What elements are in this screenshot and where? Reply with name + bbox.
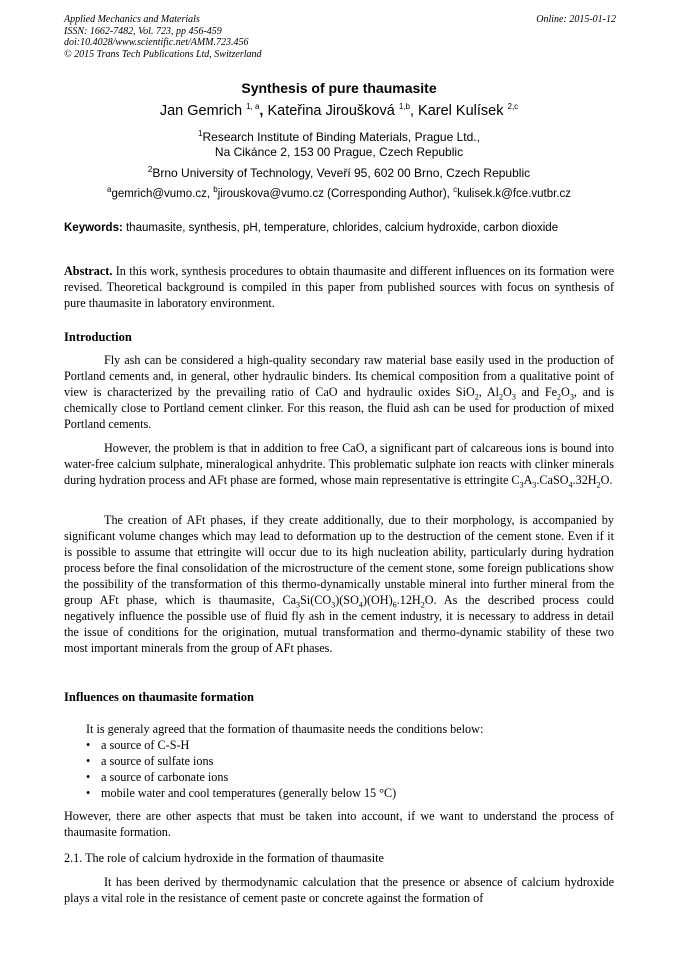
affiliation-1 [0,130,678,160]
list-item: • mobile water and cool temperatures (generally below 15 °C) [86,786,397,800]
affiliation-2 [0,166,678,181]
email-b[interactable]: jirouskova@vumo.cz (Corresponding Author), [217,188,454,200]
intro-paragraph-3: The creation of AFt phases, if they create additionally, due to their morphology, is accompanied by significant volume changes which may lead to deformation up to the destruction of the cement stone. Even if it is possible to assume that ettringite will occur due to its high nucleation ability, particularly during hydration process before the final consolidation of the microstructure of the cement stone, some foreign publications show the possibility of the transformation of this thermo-dynamically unstable mineral into further mineral from the group AFt phase, which is thaumasite, $Ca_3Si(CO_3)(SO_4)(OH)_6.12H_2O$. As the described process could negatively influence the possible use of fluid fly ash in the cement industry, it is necessary to address in detail the issue of conditions for the origination, mutual transformation and thermo-dynamic stability of these two most important minerals from the group of AFt phases. [64,513,614,655]
author-sup: 1,b [398,102,410,112]
abstract-label: Abstract. [64,264,113,278]
paper-title: Synthesis of pure thaumasite [241,80,437,96]
influences-after: However, there are other aspects that must be taken into account, if we want to understand the process of thaumasite formation. [64,809,614,839]
conditions-list [64,737,396,801]
aff-sup: 1 [198,129,203,138]
online-date: Online: 2015-01-12 [536,14,616,25]
email-sup: b [213,185,218,195]
intro-paragraph-2: However, the problem is that in addition to free CaO, a significant part of calcareous ions is bound into water-free calcium sulphate, mineralogical anhydrite. This problematic sulphate ion reacts with clinker minerals during hydration process and AFt phase are formed, whose main representative is ettringite $C_3A_3.CaSO_4.32H_2O$. [64,441,614,490]
section-2-1-heading: 2.1. The role of calcium hydroxide in the formation of thaumasite [64,851,384,865]
issn: ISSN: 1662-7482, Vol. 723, pp 456-459 [64,25,222,37]
introduction-heading: Introduction [64,330,132,344]
keywords-text: thaumasite, synthesis, pH, temperature, chlorides, calcium hydroxide, carbon dioxide [122,222,559,234]
aff-line: Brno University of Technology, Veveří 95, 602 00 Brno, Czech Republic [152,166,531,180]
intro-paragraph-1: Fly ash can be considered a high-quality secondary raw material base easily used in the production of Portland cements and, in general, other hydraulic binders. Its chemical composition from a qualitative point of view is characterized by the prevailing ratio of CaO and hydraulic oxides SiO$_2$, $Al_2O_3$ and $Fe_2O_3$, and is chemically close to Portland cement clinker. For this reason, the fluid ash can be used for production of mixed Portland cements. [64,353,614,431]
email-sup: c [453,185,458,195]
author-name: Kateřina Jiroušková [267,103,395,119]
influences-heading: Influences on thaumasite formation [64,690,254,704]
section-2-1-text: It has been derived by thermodynamic calculation that the presence or absence of calcium hydroxide plays a vital role in the resistance of cement paste or concrete against the formation of [64,875,614,905]
email-a[interactable]: gemrich@vumo.cz, [111,188,214,200]
author-sup: 2,c [507,102,519,112]
author-name: Karel Kulísek [418,103,504,119]
list-item: • a source of sulfate ions [86,754,214,768]
keywords [64,222,616,234]
author-sup: 1, a [246,102,260,112]
list-item: • a source of carbonate ions [86,770,229,784]
keywords-label: Keywords: [64,222,123,234]
aff-line: Research Institute of Binding Materials, Prague Ltd., [202,130,480,144]
author-name: Jan Gemrich [159,103,243,119]
aff-sup: 2 [147,165,153,174]
email-c[interactable]: kulisek.k@fce.vutbr.cz [457,188,572,200]
email-line [0,185,678,200]
journal-header [64,14,616,60]
influences-intro: It is generaly agreed that the formation of thaumasite needs the conditions below: [86,722,484,736]
aff-line: Na Cikánce 2, 153 00 Prague, Czech Republic [214,145,464,159]
doi: doi:10.4028/www.scientific.net/AMM.723.456 [64,37,249,48]
journal-name: Applied Mechanics and Materials [64,14,200,25]
email-sup: a [106,185,112,195]
abstract-text: In this work, synthesis procedures to obtain thaumasite and different influences on its formation were revised. Theoretical background is compiled in this paper from published sources with focus on synthesis of pure thaumasite in laboratory environment. [64,264,614,310]
abstract [64,263,614,311]
list-item: • a source of C-S-H [86,738,190,752]
author-list: Jan Gemrich $^{1, a}$, Kateřina Jiroušková $^{1,b}$, Karel Kulísek $^{2,c}$ [159,102,519,119]
copyright: © 2015 Trans Tech Publications Ltd, Switzerland [64,48,262,60]
